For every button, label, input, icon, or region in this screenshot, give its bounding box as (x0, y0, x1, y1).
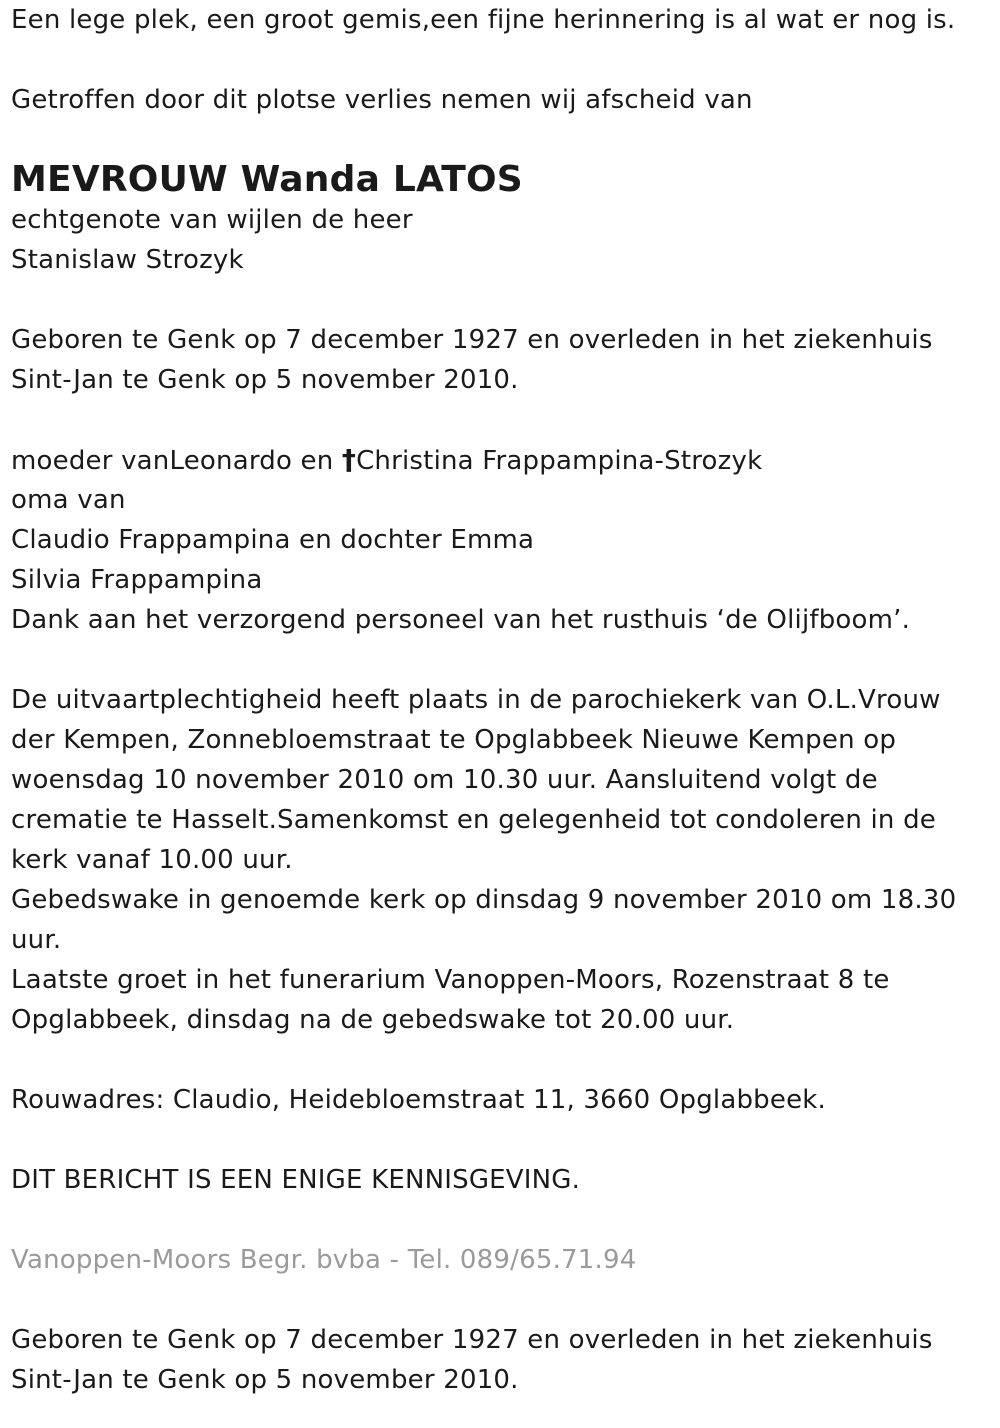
farewell-line-2: Opglabbeek, dinsdag na de gebedswake tot 20.00 uur. (11, 1005, 735, 1035)
ceremony-line-4: crematie te Hasselt.Samenkomst en gelegenheid tot condoleren in de (11, 805, 936, 835)
spouse-line-2: Stanislaw Strozyk (11, 245, 244, 275)
mother-of-line (11, 440, 991, 480)
mother-of-suffix: Christina Frappampina-Strozyk (356, 446, 763, 476)
vigil-line-2: uur. (11, 925, 62, 955)
intro-poem-line: Een lege plek, een groot gemis,een fijne herinnering is al wat er nog is. (11, 5, 956, 35)
ceremony-line-1: De uitvaartplechtigheid heeft plaats in de parochiekerk van O.L.Vrouw (11, 685, 941, 715)
obituary-document (11, 0, 991, 1400)
farewell-line-1: Laatste groet in het funerarium Vanoppen-Moors, Rozenstraat 8 te (11, 965, 890, 995)
birth-death-line-1: Geboren te Genk op 7 december 1927 en overleden in het ziekenhuis (11, 325, 933, 355)
deceased-name: MEVROUW Wanda LATOS (11, 159, 523, 200)
grandmother-of-label: oma van (11, 485, 126, 515)
birth-death-repeat-line-1: Geboren te Genk op 7 december 1927 en overleden in het ziekenhuis (11, 1325, 933, 1355)
ceremony-line-5: kerk vanaf 10.00 uur. (11, 845, 293, 875)
mother-of-prefix: moeder vanLeonardo en (11, 446, 342, 476)
mourning-address: Rouwadres: Claudio, Heidebloemstraat 11, 3660 Opglabbeek. (11, 1085, 827, 1115)
ceremony-line-3: woensdag 10 november 2010 om 10.30 uur. Aansluitend volgt de (11, 765, 878, 795)
grandchild-2: Silvia Frappampina (11, 565, 263, 595)
cross-icon: † (341, 443, 357, 476)
birth-death-repeat-line-2: Sint-Jan te Genk op 5 november 2010. (11, 1365, 519, 1395)
thanks-line: Dank aan het verzorgend personeel van het rusthuis ‘de Olijfboom’. (11, 605, 911, 635)
ceremony-line-2: der Kempen, Zonnebloemstraat te Opglabbeek Nieuwe Kempen op (11, 725, 897, 755)
vigil-line-1: Gebedswake in genoemde kerk op dinsdag 9 november 2010 om 18.30 (11, 885, 957, 915)
spouse-line-1: echtgenote van wijlen de heer (11, 205, 413, 235)
grandchild-1: Claudio Frappampina en dochter Emma (11, 525, 535, 555)
notice-line: DIT BERICHT IS EEN ENIGE KENNISGEVING. (11, 1165, 581, 1195)
intro-announcement-line: Getroffen door dit plotse verlies nemen wij afscheid van (11, 85, 753, 115)
undertaker-contact: Vanoppen-Moors Begr. bvba - Tel. 089/65.71.94 (11, 1245, 637, 1275)
birth-death-line-2: Sint-Jan te Genk op 5 november 2010. (11, 365, 519, 395)
